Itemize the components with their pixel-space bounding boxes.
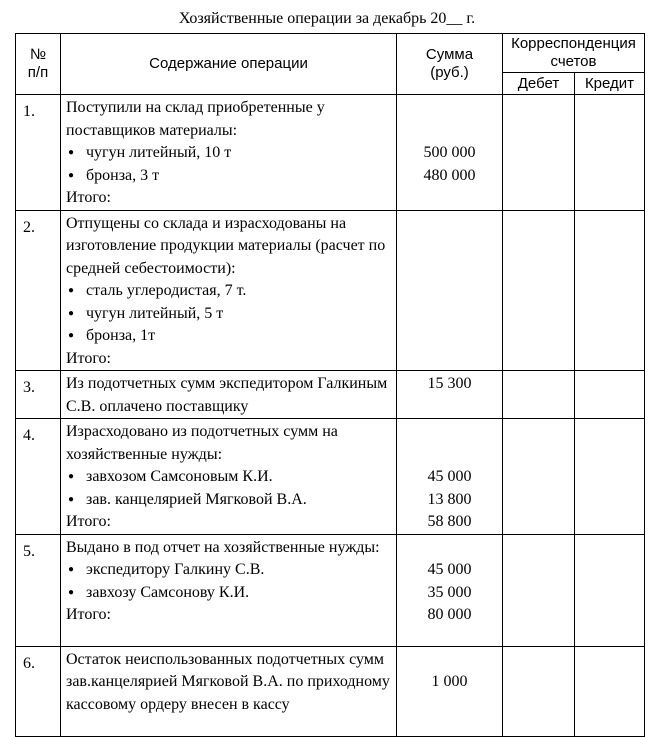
sum-value: 1 000 [431, 673, 468, 690]
header-content: Содержание операции [61, 34, 397, 95]
list-item: ● бронза, 3 т [66, 165, 392, 188]
row-number: 2. [16, 210, 61, 371]
row-number: 3. [16, 371, 61, 419]
sum-value: 500 000 [423, 144, 476, 161]
operations-table [15, 33, 645, 737]
document-title: Хозяйственные операции за декабрь 20__ г. [178, 10, 476, 27]
row-sum [397, 534, 503, 646]
total-label: Итого: [66, 189, 111, 206]
row-content [61, 419, 397, 535]
sum-value: 13 800 [427, 490, 472, 508]
row-content [61, 534, 397, 646]
operation-text: Из подотчетных сумм экспедитором Галкиным С.В. оплачено поставщику [66, 375, 388, 415]
operation-text: Израсходовано из подотчетных сумм на хозяйственные нужды: [66, 423, 338, 463]
debit-cell [503, 419, 575, 535]
row-sum [397, 210, 503, 371]
header-num: № п/п [16, 34, 61, 95]
list-item: ● сталь углеродистая, 7 т. [66, 280, 392, 303]
credit-cell [575, 534, 645, 646]
row-sum [397, 371, 503, 419]
row-content [61, 371, 397, 419]
row-number: 1. [16, 95, 61, 211]
table-row [16, 95, 645, 211]
list-item: ● завхозом Самсоновым К.И. [66, 466, 392, 489]
debit-cell [503, 95, 575, 211]
list-item: ● бронза, 1т [66, 325, 392, 348]
operation-text: Поступили на склад приобретенные у поставщиков материалы: [66, 99, 325, 139]
header-credit: Кредит [575, 73, 645, 95]
debit-cell [503, 646, 575, 736]
table-row [16, 371, 645, 419]
sum-value: 35 000 [427, 583, 472, 601]
row-number: 4. [16, 419, 61, 535]
table-row [16, 419, 645, 535]
debit-cell [503, 371, 575, 419]
row-number: 5. [16, 534, 61, 646]
row-content [61, 210, 397, 371]
list-item: ● завхозу Самсонову К.И. [66, 582, 392, 605]
sum-value: 45 000 [427, 468, 472, 485]
header-debit: Дебет [503, 73, 575, 95]
header-correspondence: Корреспонденция счетов [503, 34, 645, 73]
row-sum [397, 95, 503, 211]
list-item: ● чугун литейный, 5 т [66, 303, 392, 326]
table-row [16, 646, 645, 736]
list-item: ● зав. канцелярией Мягковой В.А. [66, 489, 392, 512]
row-number: 6. [16, 646, 61, 736]
debit-cell [503, 210, 575, 371]
list-item: ● чугун литейный, 10 т [66, 142, 392, 165]
credit-cell [575, 210, 645, 371]
operation-text: Отпущены со склада и израсходованы на изготовление продукции материалы (расчет по средней себестоимости): [66, 214, 386, 277]
table-row [16, 534, 645, 646]
header-sum: Сумма (руб.) [397, 34, 503, 95]
row-sum [397, 646, 503, 736]
operation-text: Выдано в под отчет на хозяйственные нужды: [66, 538, 380, 556]
sum-value: 15 300 [427, 375, 472, 392]
total-label: Итого: [66, 349, 111, 367]
row-content [61, 646, 397, 736]
sum-value: 58 800 [427, 513, 472, 530]
debit-cell [503, 534, 575, 646]
row-sum [397, 419, 503, 535]
total-label: Итого: [66, 513, 111, 530]
list-item: ● экспедитору Галкину С.В. [66, 559, 392, 582]
operation-text: Остаток неиспользованных подотчетных сумм зав.канцелярией Мягковой В.А. по приходному кассовому ордеру внесен в кассу [66, 650, 390, 713]
sum-value: 45 000 [427, 561, 472, 578]
sum-value: 80 000 [427, 606, 472, 623]
table-row [16, 210, 645, 371]
row-content [61, 95, 397, 211]
sum-value: 480 000 [423, 166, 476, 184]
credit-cell [575, 646, 645, 736]
credit-cell [575, 371, 645, 419]
credit-cell [575, 419, 645, 535]
credit-cell [575, 95, 645, 211]
total-label: Итого: [66, 606, 111, 623]
